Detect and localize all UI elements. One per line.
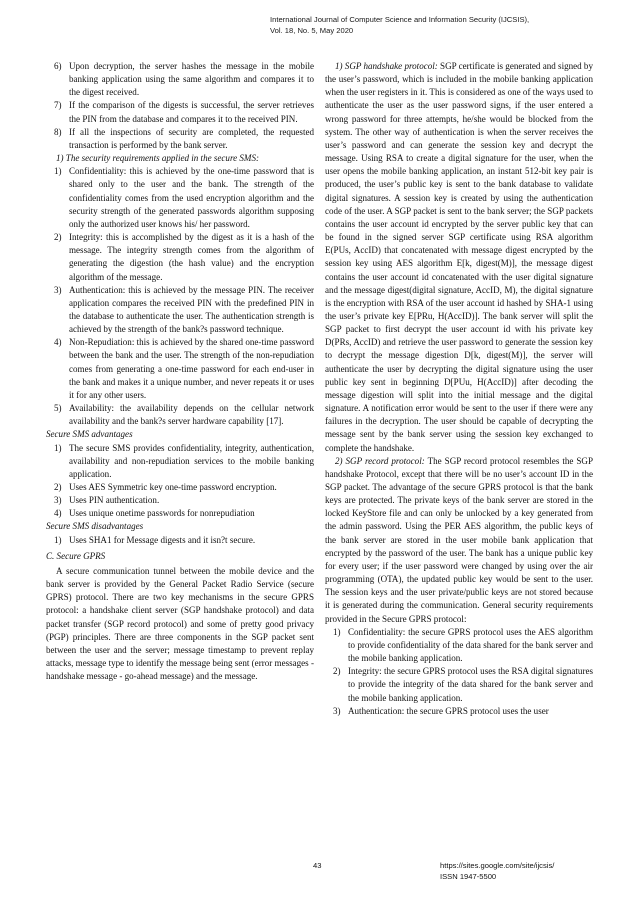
- handshake-text: SGP certificate is generated and signed by the user’s password, which is included in the mobile banking application when the user registers in it. This is considered as one of the ways used to authenticate the user as the user password signs, if the user entered a wrong password for three attempts, he/she would be blocked from the system. The other way of authentication is when the server receives the user’s password and can generate the session key and decrypt the message. Using RSA to create a digital signature for the user, when the user opens the mobile banking application, an instant 512-bit key pair is produced, the user’s public key is sent to the bank database to validate digital signatures. A session key is created by using the authentication code of the user. A SGP packet is sent to the bank server; the SGP packets contains the user account id encrypted by the server public key that can be found in the signed server SGP certificate using RSA algorithm E(PUs, AccID) that concatenated with message digest encrypted by the session key using AES algorithm E[k, digest(M)], the message digest contains the user account id concatenated with the user digital signature and the message digest(digital signature, AccID, M), the digital signature is the encryption with RSA of the user account id hashed by SHA-1 using the user’s private key E[PRu, H(AccID)]. The bank server will split the SGP packet to first decrypt the user account id with his private key D(PRs, AccID) and retrieve the user password to generate the session key to decrypt the message digestion D[k, digest(M)], the server will authenticate the user by decrypting the digital signature using the user public key sent in beginning D[PUu, H(AccID)] after decoding the message digestion will split into the initial message and the digital signature. A notification error would be sent to the user if there were any failures in the decryption. The user should be capable of decrypting the message sent by the bank server using the session key exchanged to complete the handshake.: [325, 61, 593, 453]
- list-text: Non-Repudiation: this is achieved by the shared one-time password between the bank and the user. The strength of the non-repudiation comes from generating a one-time password for each end-user in the bank and makes it a unique number, and never repeats it or uses it for any other users.: [69, 337, 314, 400]
- list-number: 1): [54, 166, 62, 177]
- list-number: 6): [54, 61, 62, 71]
- list-number: 1): [54, 534, 62, 545]
- disadvantages-heading: Secure SMS disadvantages: [46, 521, 144, 532]
- list-item: [325, 665, 593, 704]
- list-text: Integrity: this is accomplished by the digest as it is a hash of the message. The integrity strength comes from the algorithm of generating the digestion (the hash value) and the encryption algorithm of the message.: [69, 232, 314, 282]
- journal-url: https://sites.google.com/site/ijcsis/: [440, 861, 555, 870]
- list-number: 2): [333, 666, 341, 677]
- left-column: [46, 60, 314, 683]
- handshake-paragraph: [325, 60, 593, 455]
- list-item: [46, 336, 314, 402]
- journal-issn: ISSN 1947-5500: [440, 872, 497, 881]
- list-item: [46, 402, 314, 428]
- list-text: Integrity: the secure GPRS protocol uses the RSA digital signatures to provide the integrity of the data shared for the bank server and the mobile banking application.: [348, 666, 593, 703]
- list-text: If all the inspections of security are completed, the requested transaction is performed by the bank server.: [69, 126, 314, 150]
- list-number: 3): [54, 284, 62, 295]
- list-text: Upon decryption, the server hashes the message in the mobile banking application using the same algorithm and compares it to the digest received.: [69, 61, 314, 98]
- journal-title: International Journal of Computer Science and Information Security (IJCSIS),: [270, 15, 530, 24]
- list-text: Authentication: this is achieved by the message PIN. The receiver application compares the received PIN with the predefined PIN in the database to authenticate the user. The authentication strength is achieved by the strength of the bank?s password technique.: [69, 284, 314, 335]
- list-item: [46, 60, 314, 99]
- right-column: [325, 60, 593, 718]
- list-number: 4): [54, 337, 62, 348]
- list-number: 3): [54, 495, 62, 506]
- list-item: [46, 165, 314, 231]
- list-text: Authentication: the secure GPRS protocol uses the user: [348, 705, 549, 716]
- list-text: Uses AES Symmetric key one-time password encryption.: [69, 482, 277, 492]
- list-item: [46, 494, 314, 507]
- section-c-paragraph: A secure communication tunnel between the mobile device and the bank server is provided by the General Packet Radio Service (secure GPRS) protocol. There are two key mechanisms in the secure GPRS protocol: a handshake client server (SGP handshake protocol) and data packet transfer (SGP record protocol) and some of pretty good privacy (PGP) principles. There are three components in the SGP packet sent between the user and the server; message timestamp to prevent replay attacks, message type to identify the message being sent (error messages - handshake message - go-ahead message) and the message.: [46, 565, 314, 682]
- list-item: [46, 126, 314, 152]
- list-text: Uses PIN authentication.: [69, 495, 160, 506]
- list-item: [325, 626, 593, 665]
- list-text: Confidentiality: the secure GPRS protocol uses the AES algorithm to provide confidentiality of the data shared for the bank server and the mobile banking application.: [348, 626, 593, 664]
- list-number: 1): [54, 442, 62, 453]
- list-number: 5): [54, 403, 62, 414]
- list-text: Availability: the availability depends on the cellular network availability and the bank?s server hardware capability [17].: [69, 403, 314, 427]
- list-number: 4): [54, 508, 62, 519]
- list-item: [46, 442, 314, 481]
- list-item: [46, 481, 314, 494]
- record-title: 2) SGP record protocol:: [335, 455, 425, 466]
- list-text: The secure SMS provides confidentiality, integrity, authentication, availability and non-repudiation services to the mobile banking application.: [69, 442, 314, 479]
- footer-right: [440, 860, 554, 882]
- list-number: 2): [54, 482, 62, 492]
- list-number: 8): [54, 126, 62, 137]
- list-item: [46, 99, 314, 125]
- record-paragraph: [325, 455, 593, 626]
- record-text: The SGP record protocol resembles the SGP handshake Protocol, except that there will be no user’s account ID in the SGP packet. The advantage of the secure GPRS protocol is that the bank keys are protected. The private keys of the bank server are stored in the locked KeyStore file and can only be unlocked by a key generated from the admin password. Using the PER AES algorithm, the public keys of the bank server are stored in the user mobile bank application that encrypted by the password of the user. The bank has a unique public key for every user; if the user password were changed by using over the air programming (OTA), the updated public key would be sent to the user. The session keys and the user private/public keys are not stored because it is generated during the communication. General security requirements provided in the Secure GPRS protocol:: [325, 455, 593, 624]
- handshake-title: 1) SGP handshake protocol:: [335, 61, 438, 71]
- list-text: Uses unique onetime passwords for nonrepudiation: [69, 508, 255, 519]
- requirements-heading: 1) The security requirements applied in the secure SMS:: [56, 153, 260, 164]
- list-item: [46, 284, 314, 337]
- list-text: Uses SHA1 for Message digests and it isn?t secure.: [69, 534, 256, 545]
- list-item: [46, 507, 314, 520]
- list-item: [325, 705, 593, 718]
- list-item: [46, 231, 314, 284]
- list-number: 7): [54, 100, 62, 111]
- list-text: Confidentiality: this is achieved by the one-time password that is shared only to the user and the bank. The strength of the confidentiality comes from the used encryption algorithm and the security strength of the generated passwords algorithm supposing only the authorized user knows his/ her password.: [69, 166, 314, 229]
- list-number: 3): [333, 705, 341, 716]
- advantages-heading: Secure SMS advantages: [46, 429, 133, 440]
- list-text: If the comparison of the digests is successful, the server retrieves the PIN from the database and compares it to the received PIN.: [69, 100, 314, 124]
- list-item: [46, 534, 314, 547]
- page-number: 43: [313, 861, 322, 870]
- section-c-heading: C. Secure GPRS: [46, 550, 106, 561]
- list-number: 2): [54, 232, 62, 243]
- journal-issue: Vol. 18, No. 5, May 2020: [270, 26, 354, 35]
- list-number: 1): [333, 626, 341, 637]
